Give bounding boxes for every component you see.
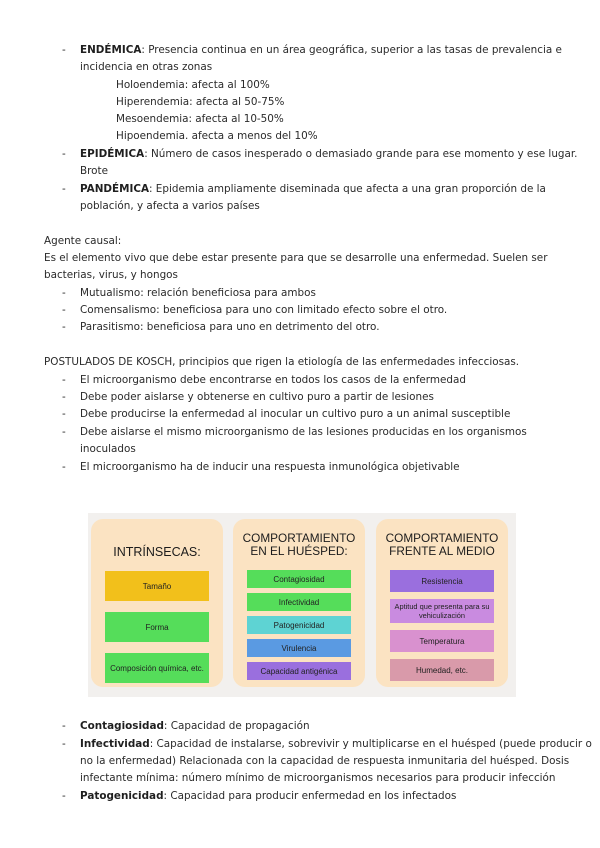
box-capacidad-antigenica: Capacidad antigénica <box>247 662 351 680</box>
endemica-text: : Presencia continua en un área geográfica, superior a las tasas de prevalencia e <box>141 44 562 56</box>
def-infectividad-cont2: infectante mínima: número mínimo de microorganismos necesarios para producir infección <box>80 772 556 784</box>
def-patogenicidad <box>80 788 456 805</box>
panel-intrinsecas <box>91 519 223 687</box>
kosch-title: POSTULADOS DE KOSCH, principios que rigen la etiología de las enfermedades infecciosas. <box>44 356 520 368</box>
term-patogenicidad: Patogenicidad <box>80 790 164 802</box>
bullet-dash: - <box>62 148 66 160</box>
bullet-dash: - <box>62 391 66 403</box>
subitem-hipoendemia: Hipoendemia. afecta a menos del 10% <box>116 130 318 142</box>
agente-title: Agente causal: <box>44 235 122 247</box>
epidemica-cont: Brote <box>80 165 108 177</box>
def-infectividad <box>80 736 592 753</box>
panel-title: INTRÍNSECAS: <box>113 545 201 559</box>
def-text: : Capacidad para producir enfermedad en los infectados <box>163 790 457 802</box>
panel-title-line1: COMPORTAMIENTO <box>385 531 499 545</box>
def-text: : Capacidad de propagación <box>163 720 310 732</box>
kosch-item: El microorganismo ha de inducir una respuesta inmunológica objetivable <box>80 461 460 473</box>
bullet-dash: - <box>62 738 66 750</box>
pandemica-line <box>80 181 546 198</box>
epidemica-line <box>80 146 578 163</box>
agente-line1: Es el elemento vivo que debe estar presente para que se desarrolle una enfermedad. Suelen ser <box>44 252 548 264</box>
panel-huesped <box>233 519 365 687</box>
bullet-dash: - <box>62 461 66 473</box>
term-contagiosidad: Contagiosidad <box>80 720 164 732</box>
box-patogenicidad: Patogenicidad <box>247 616 351 634</box>
subitem-hiperendemia: Hiperendemia: afecta al 50-75% <box>116 96 285 108</box>
kosch-item: Debe aislarse el mismo microorganismo de las lesiones producidas en los organismos <box>80 426 527 438</box>
box-humedad: Humedad, etc. <box>390 659 494 681</box>
bullet-dash: - <box>62 44 66 56</box>
factors-diagram <box>88 513 516 697</box>
term-epidemica: EPIDÉMICA <box>80 148 145 160</box>
bullet-dash: - <box>62 426 66 438</box>
panel-medio <box>376 519 508 687</box>
box-tamano: Tamaño <box>105 571 209 601</box>
box-aptitud: Aptitud que presenta para su vehiculización <box>390 599 494 623</box>
agente-line2: bacterias, virus, y hongos <box>44 269 178 281</box>
bullet-dash: - <box>62 790 66 802</box>
box-composicion: Composición química, etc. <box>105 653 209 683</box>
endemica-cont: incidencia en otras zonas <box>80 61 213 73</box>
panel-title-line2: EN EL HUÉSPED: <box>250 544 348 558</box>
kosch-item: Debe producirse la enfermedad al inocular un cultivo puro a un animal susceptible <box>80 408 511 420</box>
box-forma: Forma <box>105 612 209 642</box>
term-endemica: ENDÉMICA <box>80 44 142 56</box>
box-contagiosidad: Contagiosidad <box>247 570 351 588</box>
panel-title-line1: COMPORTAMIENTO <box>242 531 356 545</box>
bullet-dash: - <box>62 183 66 195</box>
agente-item: Mutualismo: relación beneficiosa para ambos <box>80 287 316 299</box>
term-infectividad: Infectividad <box>80 738 150 750</box>
term-pandemica: PANDÉMICA <box>80 183 149 195</box>
panel-title-line2: FRENTE AL MEDIO <box>389 544 495 558</box>
endemica-line <box>80 42 562 59</box>
bullet-dash: - <box>62 720 66 732</box>
pandemica-cont: población, y afecta a varios países <box>80 200 260 212</box>
subitem-mesoendemia: Mesoendemia: afecta al 10-50% <box>116 113 284 125</box>
box-resistencia: Resistencia <box>390 570 494 592</box>
agente-item: Comensalismo: beneficiosa para uno con limitado efecto sobre el otro. <box>80 304 448 316</box>
epidemica-text: : Número de casos inesperado o demasiado grande para ese momento y ese lugar. <box>144 148 578 160</box>
subitem-holoendemia: Holoendemia: afecta al 100% <box>116 79 270 91</box>
pandemica-text: : Epidemia ampliamente diseminada que afecta a una gran proporción de la <box>149 183 546 195</box>
bullet-dash: - <box>62 408 66 420</box>
box-temperatura: Temperatura <box>390 630 494 652</box>
kosch-item: Debe poder aislarse y obtenerse en cultivo puro a partir de lesiones <box>80 391 434 403</box>
kosch-item-cont: inoculados <box>80 443 136 455</box>
kosch-item: El microorganismo debe encontrarse en todos los casos de la enfermedad <box>80 374 466 386</box>
box-virulencia: Virulencia <box>247 639 351 657</box>
def-text: : Capacidad de instalarse, sobrevivir y multiplicarse en el huésped (puede producir o <box>149 738 592 750</box>
def-contagiosidad <box>80 718 310 735</box>
bullet-dash: - <box>62 374 66 386</box>
box-infectividad: Infectividad <box>247 593 351 611</box>
bullet-dash: - <box>62 304 66 316</box>
bullet-dash: - <box>62 287 66 299</box>
agente-item: Parasitismo: beneficiosa para uno en detrimento del otro. <box>80 321 380 333</box>
bullet-dash: - <box>62 321 66 333</box>
def-infectividad-cont1: no la enfermedad) Relacionada con la capacidad de respuesta inmunitaria del huésped. Dosis <box>80 755 570 767</box>
